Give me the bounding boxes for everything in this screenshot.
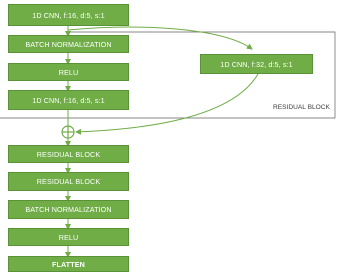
batchnorm1-box: BATCH NORMALIZATION [8,35,129,53]
residual1-box: RESIDUAL BLOCK [8,145,129,163]
batchnorm2-box: BATCH NORMALIZATION [8,200,129,219]
residual2-box: RESIDUAL BLOCK [8,172,129,191]
cnn-skip-box: 1D CNN, f:32, d:5, s:1 [200,54,313,74]
relu2-box: RELU [8,228,129,246]
relu1-box: RELU [8,63,129,81]
residual-block-frame-label: RESIDUAL BLOCK [273,104,330,111]
cnn2-box: 1D CNN, f:16, d:5, s:1 [8,90,129,110]
add-node [62,126,74,138]
flatten-box: FLATTEN [8,256,129,272]
cnn1-box: 1D CNN, f:16, d:5, s:1 [8,4,129,26]
